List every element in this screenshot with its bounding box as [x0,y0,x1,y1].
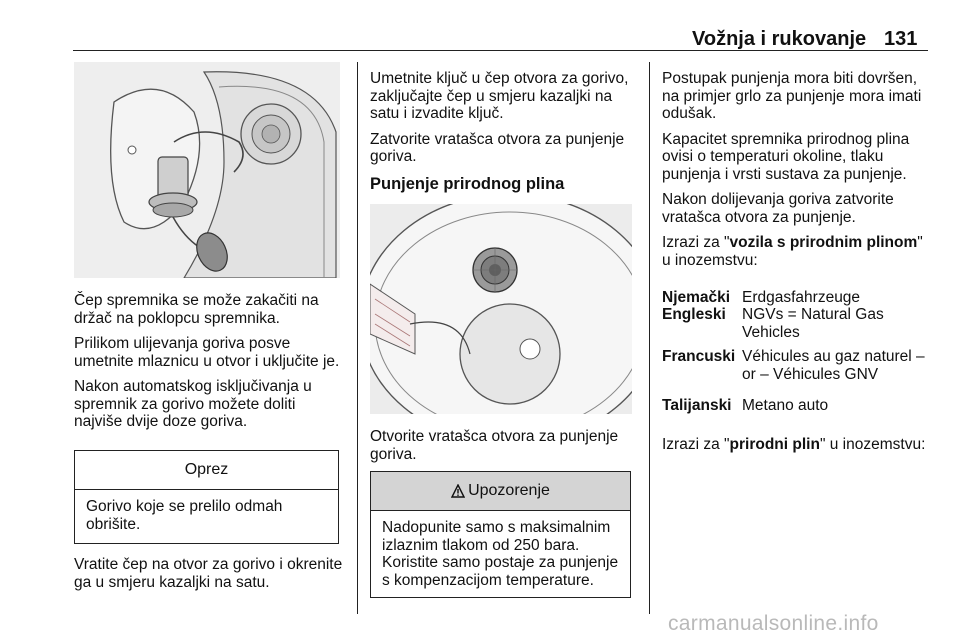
page-number: 131 [884,28,918,50]
term-definition: Metano auto [742,397,829,414]
column-divider-right [649,62,650,614]
caution-text: Gorivo koje se prelilo odmah obrišite. [86,498,283,533]
paragraph: Otvorite vratašca otvora za punjenje goriva. [370,428,619,463]
gas-filler-illustration [370,204,632,414]
page-title: Vožnja i rukovanje [692,28,867,50]
term-row [662,348,934,383]
term-definition: NGVs = Natural Gas Vehicles [742,306,884,341]
paragraph: Zatvorite vratašca otvora za punjenje goriva. [370,130,625,165]
caution-box [74,450,339,544]
paragraph: Nakon automatskog isključivanja u spremnik za gorivo možete doliti najviše dvije doze goriva. [74,378,312,430]
term-language: Talijanski [662,397,732,414]
warning-header [371,472,630,511]
caution-title: Oprez [75,451,338,490]
paragraph: Nakon dolijevanja goriva zatvorite vratašca otvora za punjenje. [662,191,894,226]
term-row [662,289,934,307]
fuel-cap-illustration [74,62,340,278]
warning-icon [451,484,465,498]
warning-box [370,471,631,598]
warning-title: Upozorenje [468,482,550,499]
paragraph: Čep spremnika se može zakačiti na držač na poklopcu spremnika. [74,292,319,327]
paragraph: Vratite čep na otvor za gorivo i okrenite ga u smjeru kazaljki na satu. [74,556,343,591]
paragraph: Izrazi za "prirodni plin" u inozemstvu: [662,436,926,453]
term-row [662,397,934,415]
paragraph: Umetnite ključ u čep otvora za gorivo, zaključajte čep u smjeru kazaljki na satu i izvadite ključ. [370,70,629,122]
term-language: Engleski [662,306,726,323]
bold-term: vozila s prirodnim plinom [729,234,918,251]
term-row [662,306,934,341]
term-definition: Erdgasfahrzeuge [742,289,861,306]
paragraph: Kapacitet spremnika prirodnog plina ovisi o temperaturi okoline, tlaku punjenja i vrsti sustava za punjenje. [662,130,910,183]
column-divider-left [357,62,358,614]
bold-term: prirodni plin [729,436,820,453]
term-language: Francuski [662,348,736,365]
section-heading: Punjenje prirodnog plina [370,175,565,193]
term-definition: Véhicules au gaz naturel – or – Véhicules GNV [742,348,925,383]
term-language: Njemački [662,289,731,306]
header-rule [73,50,928,51]
paragraph: Prilikom ulijevanja goriva posve umetnite mlaznicu u otvor i uključite je. [74,335,340,370]
paragraph: Izrazi za "vozila s prirodnim plinom" u inozemstvu: [662,234,923,269]
paragraph: Postupak punjenja mora biti dovršen, na primjer grlo za punjenje mora imati odušak. [662,70,922,122]
watermark: carmanualsonline.info [668,612,879,635]
warning-text: Nadopunite samo s maksimalnim izlaznim tlakom od 250 bara. Koristite samo postaje za punjenje s kompenzacijom temperature. [382,519,619,589]
